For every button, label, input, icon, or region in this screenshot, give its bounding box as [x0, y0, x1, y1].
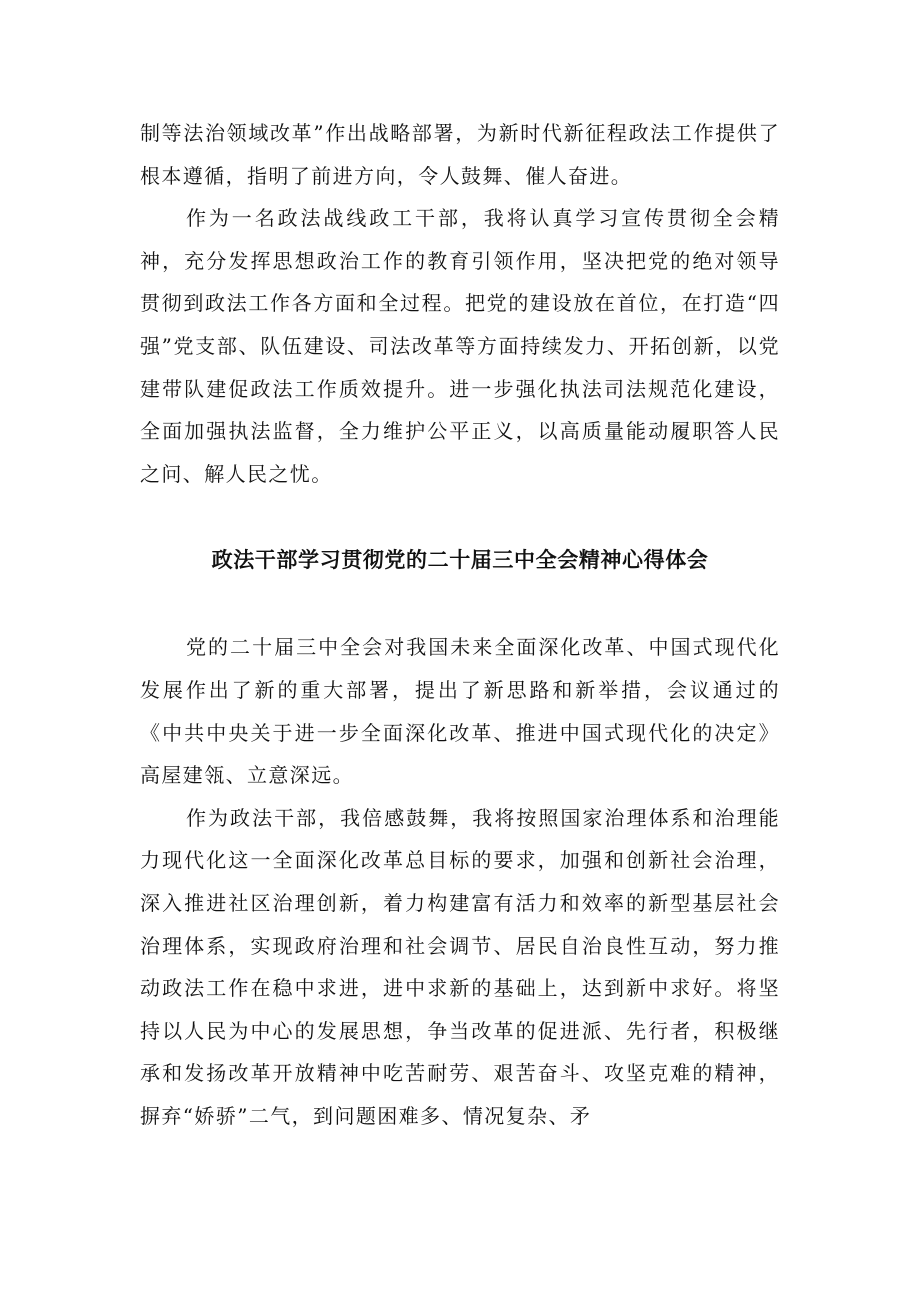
- document-body: [140, 112, 780, 1137]
- section-title: 政法干部学习贯彻党的二十届三中全会精神心得体会: [211, 548, 709, 573]
- paragraph-continuation: 制等法治领域改革”作出战略部署，为新时代新征程政法工作提供了根本遵循，指明了前进方向，令人鼓舞、催人奋进。: [140, 121, 780, 188]
- paragraph-political-legal-cadre: 作为政法干部，我倍感鼓舞，我将按照国家治理体系和治理能力现代化这一全面深化改革总目标的要求，加强和创新社会治理，深入推进社区治理创新，着力构建富有活力和效率的新型基层社会治理体系，实现政府治理和社会调节、居民自治良性互动，努力推动政法工作在稳中求进，进中求新的基础上，达到新中求好。将坚持以人民为中心的发展思想，争当改革的促进派、先行者，积极继承和发扬改革开放精神中吃苦耐劳、艰苦奋斗、攻坚克难的精神，摒弃“娇骄”二气，到问题困难多、情况复杂、矛: [140, 805, 780, 1128]
- paragraph-plenary-session: 党的二十届三中全会对我国未来全面深化改革、中国式现代化发展作出了新的重大部署，提出了新思路和新举措，会议通过的《中共中央关于进一步全面深化改革、推进中国式现代化的决定》高屋建瓴、立意深远。: [140, 635, 780, 788]
- paragraph-political-work-cadre: 作为一名政法战线政工干部，我将认真学习宣传贯彻全会精神，充分发挥思想政治工作的教育引领作用，坚决把党的绝对领导贯彻到政法工作各方面和全过程。把党的建设放在首位，在打造“四强”党支部、队伍建设、司法改革等方面持续发力、开拓创新，以党建带队建促政法工作质效提升。进一步强化执法司法规范化建设，全面加强执法监督，全力维护公平正义，以高质量能动履职答人民之问、解人民之忧。: [140, 206, 780, 486]
